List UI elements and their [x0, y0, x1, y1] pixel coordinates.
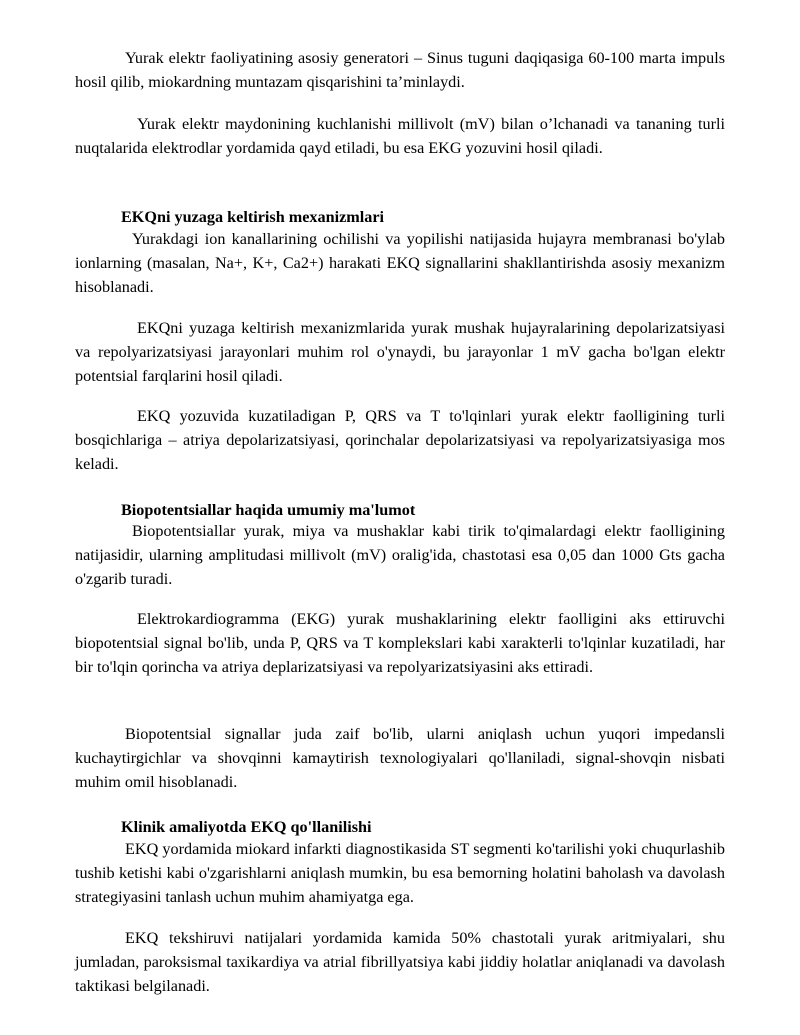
paragraph-depolarization: EKQni yuzaga keltirish mexanizmlarida yurak mushak hujayralarining depolarizatsiyasi va repolyarizatsiyasi jarayonlari muhim rol o'ynaydi, bu jarayonlar 1 mV gacha bo'lgan elektr potentsial farqlarini hosil qiladi. [75, 319, 725, 386]
paragraph-ion-channels: Yurakdagi ion kanallarining ochilishi va yopilishi natijasida hujayra membranasi bo'ylab ionlarning (masalan, Na+, K+, Ca2+) harakati EKQ signallarini shakllantirishda asosiy mexanizm hisoblanadi. [75, 230, 725, 297]
paragraph-sinus-node: Yurak elektr faoliyatining asosiy generatori – Sinus tuguni daqiqasiga 60-100 marta impuls hosil qilib, miokardning muntazam qisqarishini ta’minlaydi. [75, 49, 725, 92]
heading-biopotentials: Biopotentsiallar haqida umumiy ma'lumot [121, 501, 416, 519]
paragraph-weak-signals: Biopotentsial signallar juda zaif bo'lib, ularni aniqlash uchun yuqori impedansli kuchaytirgichlar va shovqinni kamaytirish texnologiyalari qo'llaniladi, signal-shovqin nisbati muhim omil hisoblanadi. [75, 725, 725, 792]
paragraph-biopotentials: Biopotentsiallar yurak, miya va mushaklar kabi tirik to'qimalardagi elektr faolligining natijasidir, ularning amplitudasi millivolt (mV) oralig'ida, chastotasi esa 0,05 dan 1000 Gts gacha o'zgarib turadi. [75, 522, 725, 589]
paragraph-ecg-signal: Elektrokardiogramma (EKG) yurak mushaklarining elektr faolligini aks ettiruvchi biopotentsial signal bo'lib, unda P, QRS va T komplekslari kabi xarakterli to'lqinlar kuzatiladi, har bir to'lqin qorincha va atriya deplarizatsiyasi va repolyarizatsiyasini aks ettiradi. [75, 610, 725, 677]
paragraph-infarction: EKQ yordamida miokard infarkti diagnostikasida ST segmenti ko'tarilishi yoki chuqurlashib tushib ketishi kabi o'zgarishlarni aniqlash mumkin, bu esa bemorning holatini baholash va davolash strategiyasini tanlash uchun muhim ahamiyatga ega. [75, 840, 725, 907]
paragraph-electric-field: Yurak elektr maydonining kuchlanishi millivolt (mV) bilan o’lchanadi va tananing turli nuqtalarida elektrodlar yordamida qayd etiladi, bu esa EKG yozuvini hosil qiladi. [75, 115, 725, 158]
heading-clinical-use: Klinik amaliyotda EKQ qo'llanilishi [121, 818, 372, 836]
paragraph-arrhythmia: EKQ tekshiruvi natijalari yordamida kamida 50% chastotali yurak aritmiyalari, shu jumladan, paroksismal taxikardiya va atrial fibrillyatsiya kabi jiddiy holatlar aniqlanadi va davolash taktikasi belgilanadi. [75, 929, 725, 996]
paragraph-pqrst-waves: EKQ yozuvida kuzatiladigan P, QRS va T to'lqinlari yurak elektr faolligining turli bosqichlariga – atriya depolarizatsiyasi, qorinchalar depolarizatsiyasi va repolyarizatsiyasiga mos keladi. [75, 407, 725, 474]
heading-ekq-mechanisms: EKQni yuzaga keltirish mexanizmlari [121, 208, 385, 226]
